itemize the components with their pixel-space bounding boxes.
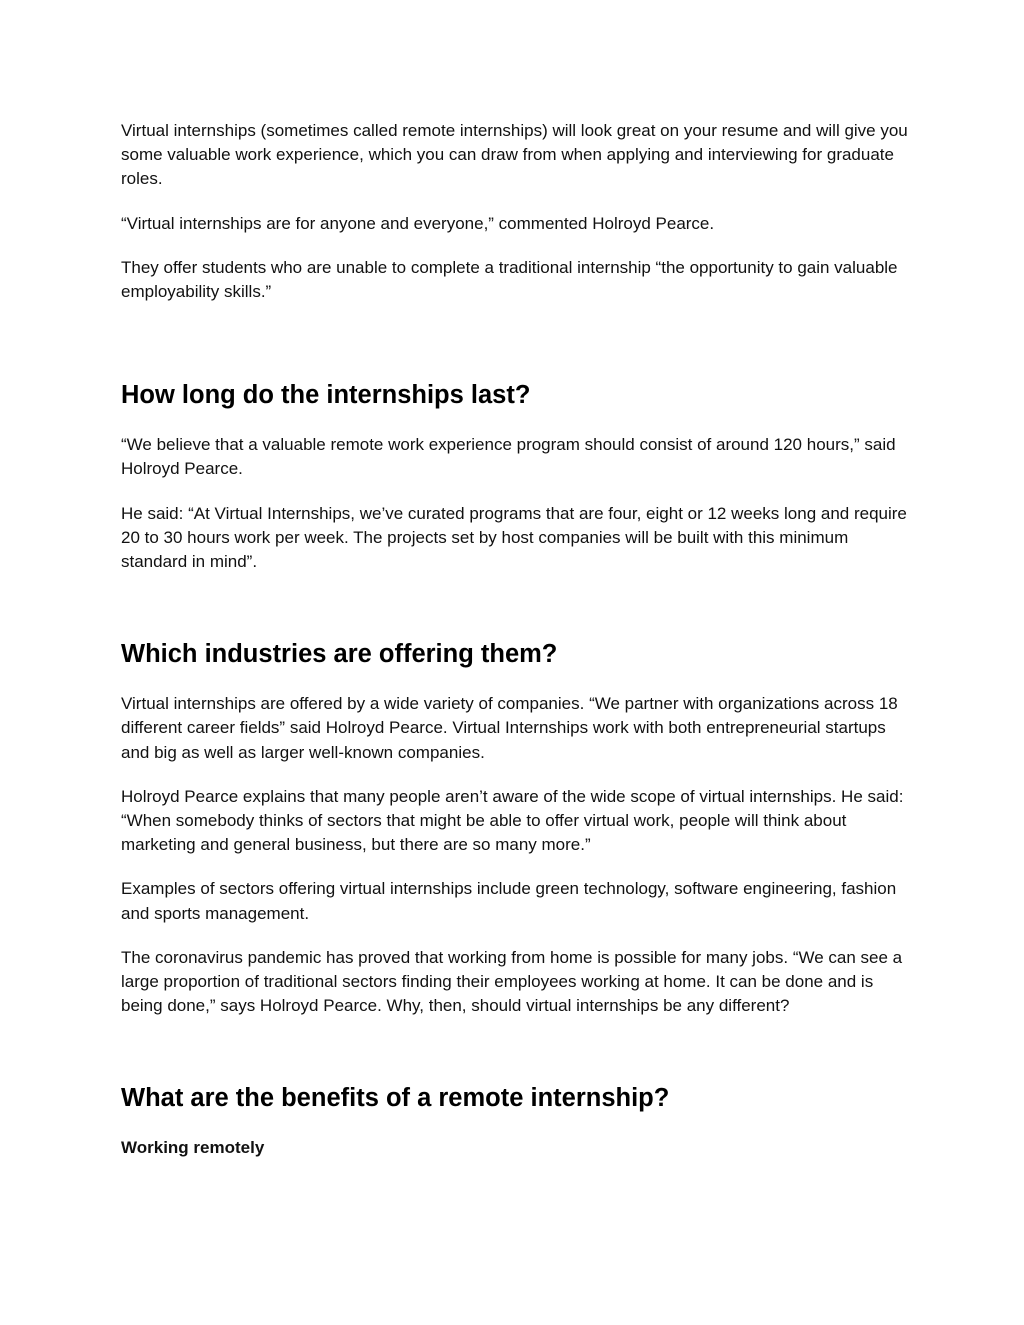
duration-paragraph-2: He said: “At Virtual Internships, we’ve curated programs that are four, eight or 12 weeks long and require 20 to 30 hours work per week. The projects set by host companies will be built with this minimum standard in mind”. [121, 503, 907, 572]
intro-paragraph-1: Virtual internships (sometimes called remote internships) will look great on your resume and will give you some valuable work experience, which you can draw from when applying and interviewing for graduate roles. [121, 121, 908, 189]
intro-paragraph-3: They offer students who are unable to complete a traditional internship “the opportunity to gain valuable employability skills.” [121, 257, 898, 302]
document-page [121, 119, 911, 1160]
subheading-working-remotely: Working remotely [121, 1138, 265, 1158]
industries-paragraph-1: Virtual internships are offered by a wide variety of companies. “We partner with organizations across 18 different career fields” said Holroyd Pearce. Virtual Internships work with both entrepreneurial startups and big as well as larger well-known companies. [121, 694, 898, 762]
heading-industries: Which industries are offering them? [121, 640, 558, 669]
heading-benefits: What are the benefits of a remote internship? [121, 1084, 670, 1113]
industries-paragraph-4: The coronavirus pandemic has proved that working from home is possible for many jobs. “We can see a large proportion of traditional sectors finding their employees working at home. It can be done and is being done,” says Holroyd Pearce. Why, then, should virtual internships be any different? [121, 947, 903, 1016]
intro-paragraph-2: “Virtual internships are for anyone and everyone,” commented Holroyd Pearce. [121, 213, 715, 233]
industries-paragraph-3: Examples of sectors offering virtual internships include green technology, software engineering, fashion and sports management. [121, 879, 897, 923]
industries-paragraph-2: Holroyd Pearce explains that many people aren’t aware of the wide scope of virtual internships. He said: “When somebody thinks of sectors that might be able to offer virtual work, people will think about marketing and general business, but there are so many more.” [121, 786, 904, 855]
duration-paragraph-1: “We believe that a valuable remote work experience program should consist of around 120 hours,” said Holroyd Pearce. [121, 435, 896, 479]
heading-duration: How long do the internships last? [121, 381, 531, 410]
